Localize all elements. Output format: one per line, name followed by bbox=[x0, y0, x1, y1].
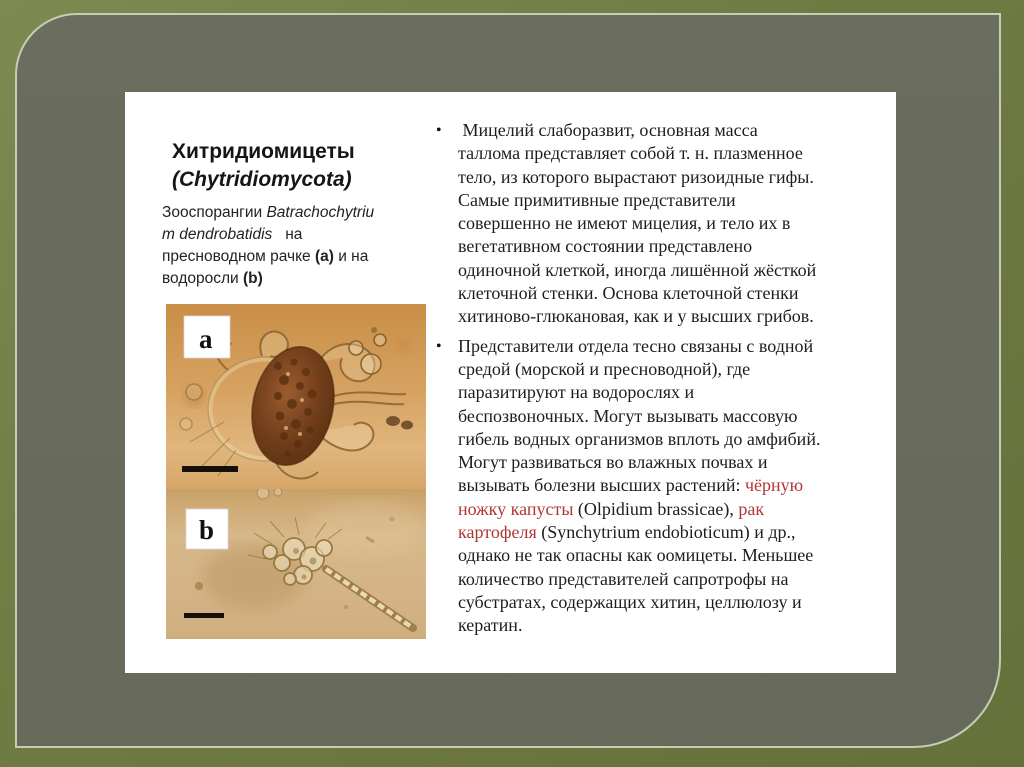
slide-title: Хитридиомицеты (Chytridiomycota) bbox=[172, 140, 355, 191]
bullet-item bbox=[430, 119, 875, 329]
content-card bbox=[125, 92, 896, 673]
panel-a-scale-bar bbox=[182, 466, 238, 472]
panel-b-label: b bbox=[199, 515, 215, 545]
micrograph-panel-b bbox=[166, 489, 426, 639]
panel-a-label-box bbox=[184, 316, 230, 358]
bullet-item bbox=[430, 335, 875, 638]
panel-a-label: a bbox=[199, 324, 213, 354]
figure-caption: Зооспорангии Batrachochytriu m dendrobatidis на пресноводном рачке (a) и на водоросли (b) bbox=[162, 204, 375, 287]
bullet-text-habitat: Представители отдела тесно связаны с водной средой (морской и пресноводной), где паразитируют на водорослях и беспозвоночных. Могут вызывать массовую гибель водных организмов вплоть до амфибий. Могут развиваться во влажных почвах и вызывать болезни высших растений: чёрную ножку капусты (Olpidium brassicae), рак картофеля (Synchytrium endobioticum) и др., однако не так опасны как оомицеты. Меньшее количество представителей сапротрофы на субстратах, содержащих хитин, целлюлозу и кератин. bbox=[458, 335, 821, 636]
bullet-list bbox=[430, 119, 875, 644]
bullet-marker: • bbox=[436, 337, 442, 355]
micrograph-figure bbox=[166, 304, 426, 639]
micrograph-panel-a bbox=[166, 304, 426, 489]
bullet-text-mycelium: Мицелий слаборазвит, основная масса таллома представляет собой т. н. плазменное тело, из которого вырастают ризоидные гифы. Самые примитивные представители совершенно не имеют мицелия, и тело их в вегетативном состоянии представлено одиночной клеткой, иногда лишённой жёсткой клеточной стенки. Основа клеточной стенки хитиново-глюкановая, как и у высших грибов. bbox=[458, 120, 817, 327]
panel-b-label-box bbox=[186, 509, 228, 549]
bullet-marker: • bbox=[436, 122, 442, 139]
panel-b-scale-bar bbox=[184, 613, 224, 618]
